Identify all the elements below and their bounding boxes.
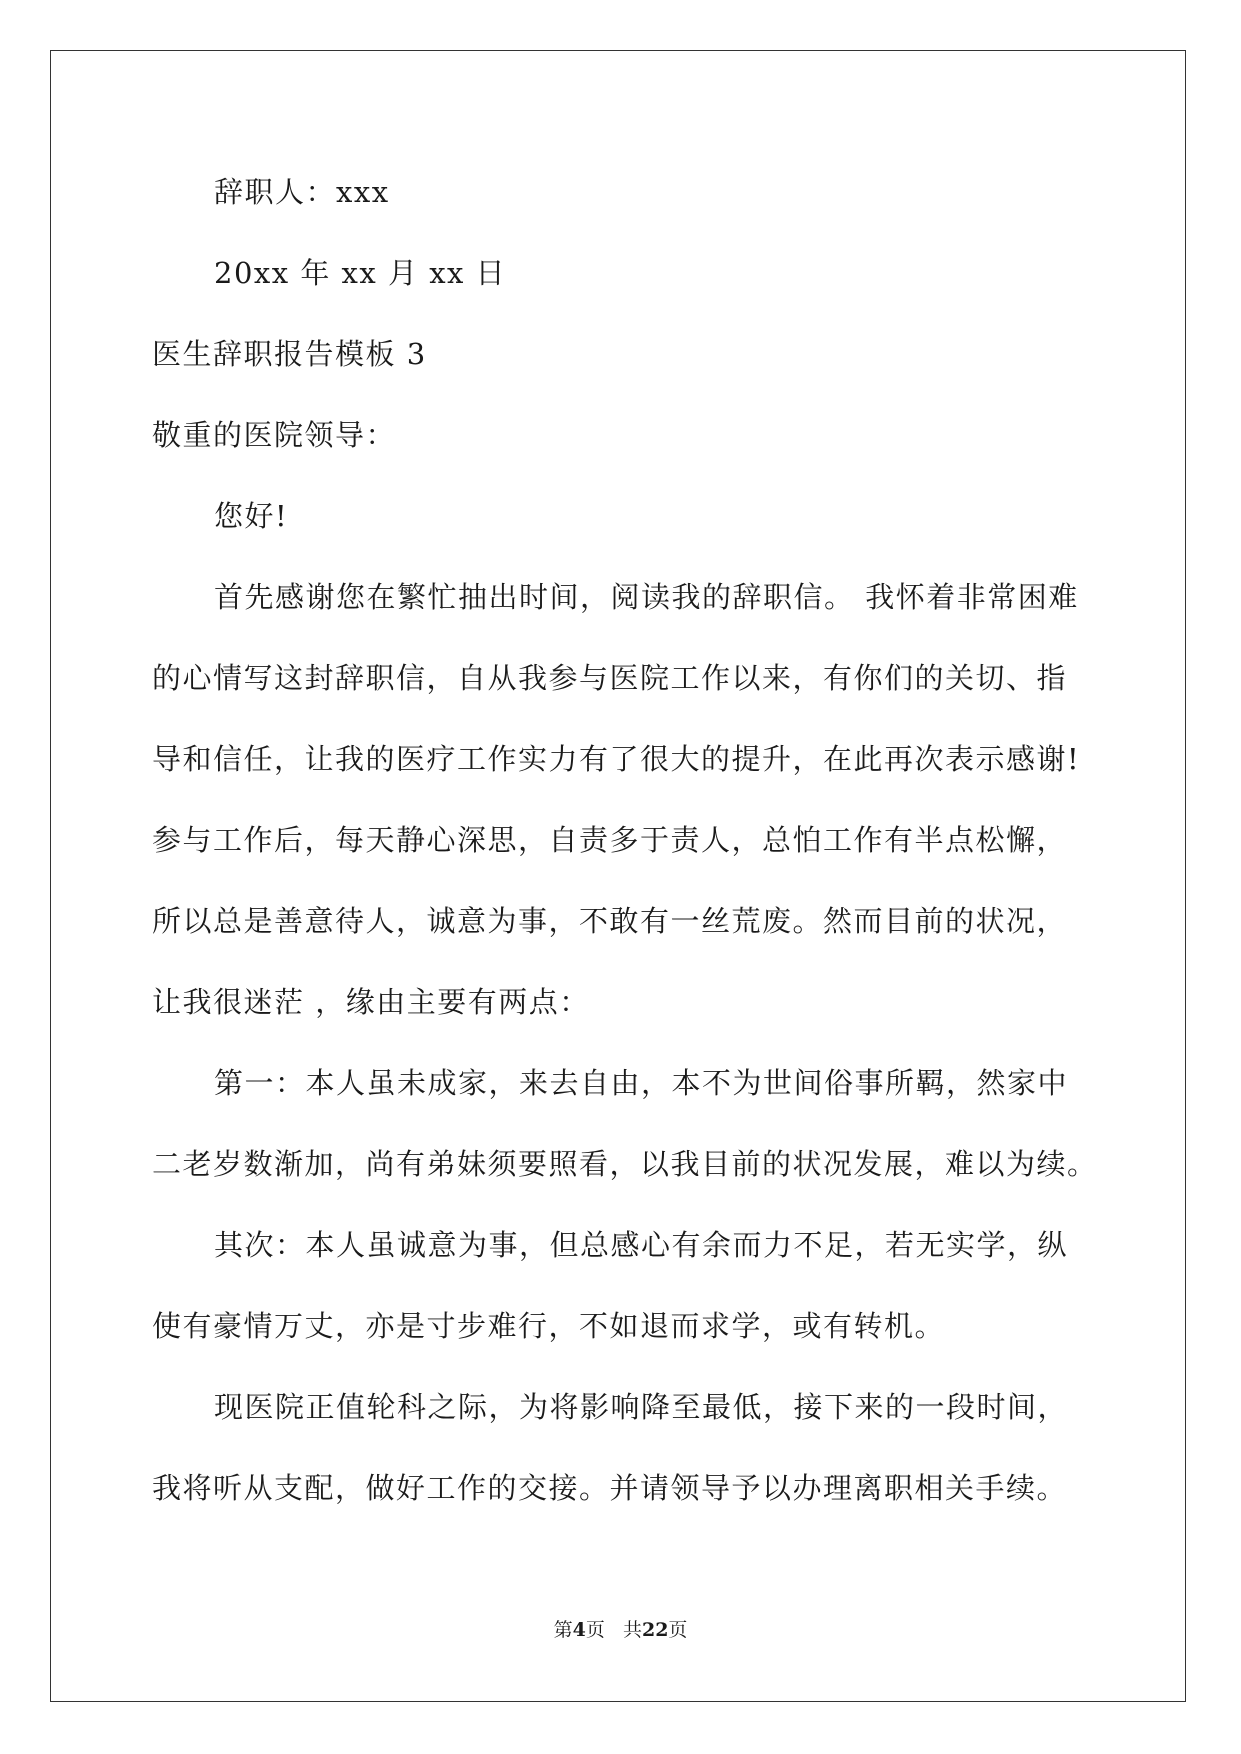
page-border bbox=[50, 50, 1186, 1702]
salutation: 敬重的医院领导： bbox=[152, 418, 397, 452]
page-current: 4 bbox=[572, 1619, 586, 1641]
greeting: 您好! bbox=[214, 499, 289, 533]
body-line: 首先感谢您在繁忙抽出时间，阅读我的辞职信。 我怀着非常困难 bbox=[214, 580, 1079, 614]
section-title: 医生辞职报告模板 3 bbox=[152, 337, 427, 371]
body-line: 所以总是善意待人，诚意为事，不敢有一丝荒废。然而目前的状况， bbox=[152, 904, 1068, 938]
body-line: 让我很迷茫 ，缘由主要有两点： bbox=[152, 985, 590, 1019]
body-line: 我将听从支配，做好工作的交接。并请领导予以办理离职相关手续。 bbox=[152, 1471, 1068, 1505]
total-prefix: 共 bbox=[622, 1619, 642, 1641]
body-line: 现医院正值轮科之际，为将影响降至最低，接下来的一段时间， bbox=[214, 1390, 1069, 1424]
page-total: 22 bbox=[641, 1619, 669, 1641]
page-suffix: 页 bbox=[585, 1619, 605, 1641]
body-line: 使有豪情万丈，亦是寸步难行，不如退而求学，或有转机。 bbox=[152, 1309, 946, 1343]
total-suffix: 页 bbox=[668, 1619, 688, 1641]
body-line: 其次：本人虽诚意为事，但总感心有余而力不足，若无实学，纵 bbox=[214, 1228, 1069, 1262]
body-line: 第一：本人虽未成家，来去自由，本不为世间俗事所羁，然家中 bbox=[214, 1066, 1069, 1100]
signature-resigner: 辞职人：xxx bbox=[214, 175, 390, 209]
page-footer bbox=[0, 1618, 1241, 1642]
signature-date: 20xx 年 xx 月 xx 日 bbox=[214, 256, 507, 290]
page-prefix: 第 bbox=[553, 1619, 573, 1641]
body-line: 导和信任，让我的医疗工作实力有了很大的提升，在此再次表示感谢! bbox=[152, 742, 1081, 776]
body-line: 的心情写这封辞职信，自从我参与医院工作以来，有你们的关切、指 bbox=[152, 661, 1068, 695]
body-line: 二老岁数渐加，尚有弟妹须要照看，以我目前的状况发展，难以为续。 bbox=[152, 1147, 1098, 1181]
body-line: 参与工作后，每天静心深思，自责多于责人，总怕工作有半点松懈， bbox=[152, 823, 1068, 857]
